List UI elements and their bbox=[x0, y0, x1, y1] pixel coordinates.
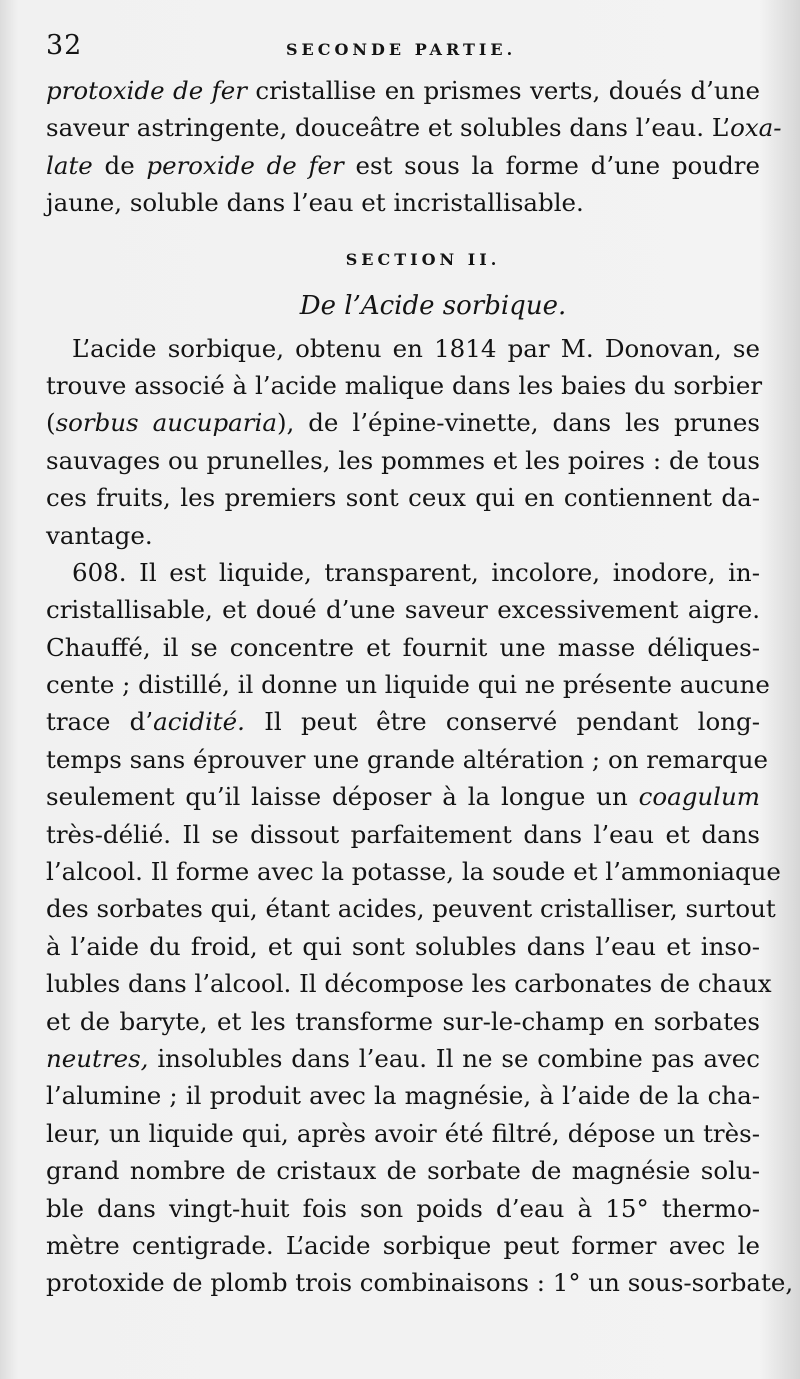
text-line bbox=[46, 629, 760, 666]
section-heading: SECTION II. bbox=[345, 249, 501, 269]
running-head: SECONDE PARTIE. bbox=[286, 40, 517, 59]
page-number: 32 bbox=[46, 30, 83, 61]
text-segment: cristallisable, et doué d’une saveur excessivement aigre. bbox=[46, 595, 760, 625]
text-segment: des sorbates qui, étant acides, peuvent cristalliser, surtout bbox=[46, 894, 776, 924]
text-line bbox=[46, 404, 760, 441]
text-segment: ), de l’épine-vinette, dans les prunes bbox=[276, 408, 760, 438]
text-line bbox=[46, 367, 763, 404]
italic-text: acidité. bbox=[153, 707, 245, 737]
text-line bbox=[46, 147, 760, 184]
text-segment: leur, un liquide qui, après avoir été filtré, dépose un très- bbox=[46, 1118, 760, 1148]
text-segment: protoxide de plomb trois combinaisons : 1° un sous-sorbate, bbox=[46, 1268, 794, 1298]
italic-text: peroxide de fer bbox=[146, 150, 344, 180]
text-line bbox=[46, 479, 760, 516]
italic-text: oxa- bbox=[730, 113, 782, 143]
text-line bbox=[46, 741, 768, 778]
italic-text: protoxide de fer bbox=[46, 76, 247, 105]
text-segment: cristallise en prismes verts, doués d’une bbox=[246, 76, 760, 105]
text-segment: mètre centigrade. L’acide sorbique peut former avec le bbox=[46, 1230, 760, 1260]
text-line bbox=[46, 591, 760, 628]
text-line bbox=[46, 330, 760, 367]
text-segment: trace d’ bbox=[46, 707, 154, 737]
text-line bbox=[46, 72, 760, 109]
text-segment: ( bbox=[46, 408, 56, 438]
text-line bbox=[46, 1115, 760, 1152]
text-segment: très-délié. Il se dissout parfaitement dans l’eau et dans bbox=[46, 819, 760, 849]
text-segment: lubles dans l’alcool. Il décompose les carbonates de chaux bbox=[46, 969, 772, 999]
text-segment: temps sans éprouver une grande altération ; on remarque bbox=[46, 744, 768, 774]
text-line bbox=[46, 703, 760, 740]
text-segment: Chauffé, il se concentre et fournit une masse déliques- bbox=[46, 632, 760, 662]
text-line bbox=[46, 778, 760, 815]
text-line bbox=[46, 517, 760, 554]
text-segment: est sous la forme d’une poudre bbox=[343, 150, 760, 180]
text-segment: cente ; distillé, il donne un liquide qui ne présente aucune bbox=[46, 670, 770, 700]
text-segment: trouve associé à l’acide malique dans les baies du sorbier bbox=[46, 370, 763, 400]
text-segment: l’alumine ; il produit avec la magnésie, à l’aide de la cha- bbox=[46, 1081, 760, 1111]
text-segment: vantage. bbox=[46, 520, 153, 550]
text-segment: à l’aide du froid, et qui sont solubles dans l’eau et inso- bbox=[46, 931, 760, 961]
text-segment: jaune, soluble dans l’eau et incristallisable. bbox=[46, 188, 584, 218]
text-line bbox=[46, 1227, 760, 1264]
text-line bbox=[46, 109, 782, 146]
text-line bbox=[46, 890, 776, 927]
text-line bbox=[46, 554, 760, 591]
italic-text: neutres, bbox=[46, 1043, 149, 1073]
text-segment: ces fruits, les premiers sont ceux qui en contiennent da- bbox=[46, 483, 760, 513]
paragraph-intro bbox=[46, 330, 763, 554]
text-line bbox=[46, 1264, 794, 1301]
italic-text: coagulum bbox=[638, 782, 760, 812]
text-segment: sauvages ou prunelles, les pommes et les poires : de tous bbox=[46, 445, 760, 475]
italic-text: sorbus aucuparia bbox=[55, 408, 277, 438]
text-segment: et de baryte, et les transforme sur-le-champ en sorbates bbox=[46, 1006, 760, 1036]
text-segment: saveur astringente, douceâtre et solubles dans l’eau. L’ bbox=[46, 113, 731, 143]
text-line bbox=[46, 442, 760, 479]
section-title: De l’Acide sorbique. bbox=[299, 290, 567, 321]
text-line bbox=[46, 184, 760, 221]
text-segment: Il peut être conservé pendant long- bbox=[244, 707, 760, 737]
text-segment: 608. Il est liquide, transparent, incolore, inodore, in- bbox=[72, 557, 760, 587]
spacer bbox=[46, 222, 760, 238]
text-line bbox=[46, 1003, 760, 1040]
text-line bbox=[46, 1040, 760, 1077]
body-text bbox=[46, 72, 794, 1302]
text-line bbox=[46, 965, 772, 1002]
text-line bbox=[46, 853, 781, 890]
text-segment: ble dans vingt-huit fois son poids d’eau à 15° thermo- bbox=[46, 1193, 760, 1223]
paragraph-continuation bbox=[46, 72, 782, 222]
text-segment: l’alcool. Il forme avec la potasse, la soude et l’ammoniaque bbox=[46, 857, 781, 887]
page-header bbox=[46, 30, 758, 70]
text-segment: L’acide sorbique, obtenu en 1814 par M. Donovan, se bbox=[72, 333, 760, 363]
text-segment: insolubles dans l’eau. Il ne se combine pas avec bbox=[148, 1043, 760, 1073]
text-line bbox=[46, 1190, 760, 1227]
text-line bbox=[46, 1077, 760, 1114]
text-line bbox=[46, 928, 760, 965]
text-segment: seulement qu’il laisse déposer à la longue un bbox=[46, 782, 639, 812]
text-segment: grand nombre de cristaux de sorbate de magnésie solu- bbox=[46, 1156, 760, 1186]
text-line bbox=[46, 666, 770, 703]
text-segment: de bbox=[92, 150, 147, 180]
text-line bbox=[46, 1152, 760, 1189]
paragraph-608 bbox=[46, 554, 794, 1302]
italic-text: late bbox=[46, 150, 93, 180]
text-line bbox=[46, 816, 760, 853]
